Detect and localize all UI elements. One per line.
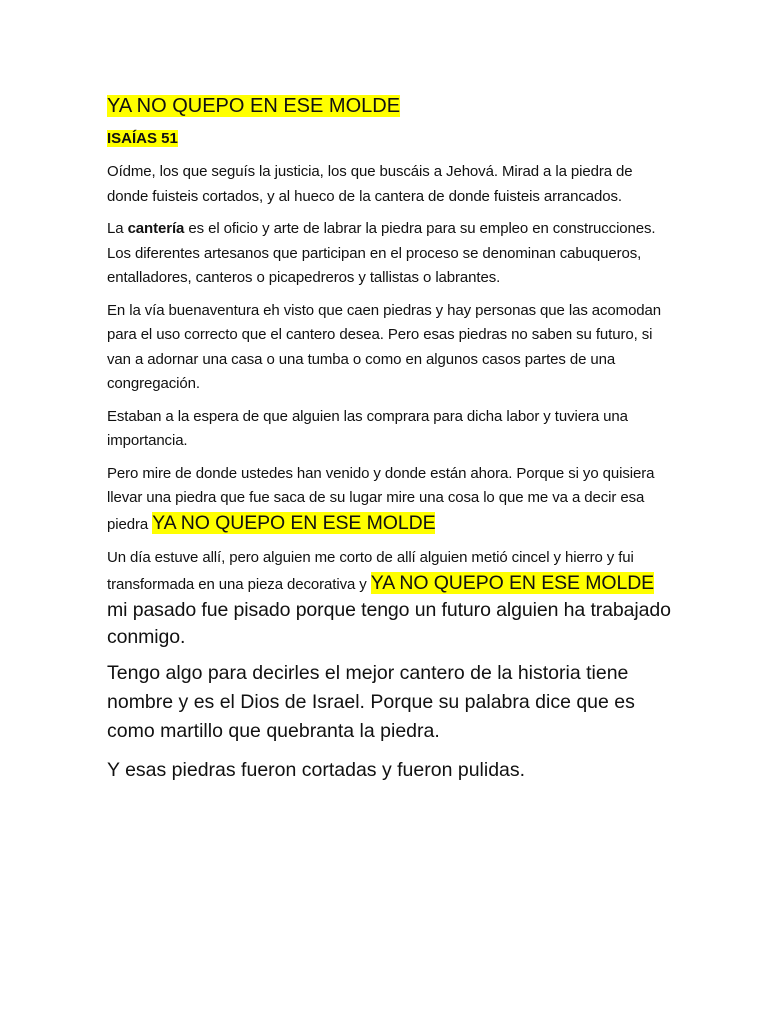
paragraph-cantero-israel: Tengo algo para decirles el mejor cantero de la historia tiene nombre y es el Dios de Israel. Porque su palabra dice que es como martillo que quebranta la piedra. [107, 662, 635, 742]
document-title [107, 92, 672, 120]
paragraph-buenaventura: En la vía buenaventura eh visto que caen piedras y hay personas que las acomodan para el uso correcto que el cantero desea. Pero esas piedras no saben su futuro, si van a adornar una casa o una tumba o como en algunos casos partes de una congregación. [107, 301, 662, 392]
paragraph-verse: Oídme, los que seguís la justicia, los que buscáis a Jehová. Mirad a la piedra de donde fuisteis cortados, y al hueco de la cantera de donde fuisteis arrancados. [107, 163, 633, 205]
canteria-bold-term: cantería [127, 220, 185, 237]
paragraph-pulidas: Y esas piedras fueron cortadas y fueron pulidas. [107, 759, 526, 781]
paragraph-transformada-text: Un día estuve allí, pero alguien me corto de allí alguien metió cincel y hierro y fui transformada en una pieza decorativa y [107, 549, 634, 593]
paragraph-transformada [107, 545, 672, 651]
paragraph-canteria-rest: es el oficio y arte de labrar la piedra para su empleo en construcciones. Los diferentes artesanos que participan en el proceso se denominan cabuqueros, entalladores, canteros o picapedreros y tallistas o labrantes. [107, 220, 656, 286]
paragraph-transformada-rest: mi pasado fue pisado porque tengo un futuro alguien ha trabajado conmigo. [107, 599, 671, 648]
paragraph-mire-text: Pero mire de donde ustedes han venido y donde están ahora. Porque si yo quisiera llevar una piedra que fue saca de su lugar mire una cosa lo que me va a decir esa piedra [107, 464, 655, 533]
scripture-reference [107, 128, 672, 150]
paragraph-canteria-start: La [107, 220, 128, 237]
molde-highlight-2: YA NO QUEPO EN ESE MOLDE [370, 572, 655, 594]
title-highlight: YA NO QUEPO EN ESE MOLDE [107, 95, 401, 117]
document-body [107, 92, 672, 795]
paragraph-espera: Estaban a la espera de que alguien las comprara para dicha labor y tuviera una importancia. [107, 407, 628, 449]
molde-highlight-1: YA NO QUEPO EN ESE MOLDE [152, 511, 436, 534]
paragraph-canteria [107, 217, 672, 291]
paragraph-mire [107, 462, 672, 538]
reference-highlight: ISAÍAS 51 [107, 130, 178, 147]
